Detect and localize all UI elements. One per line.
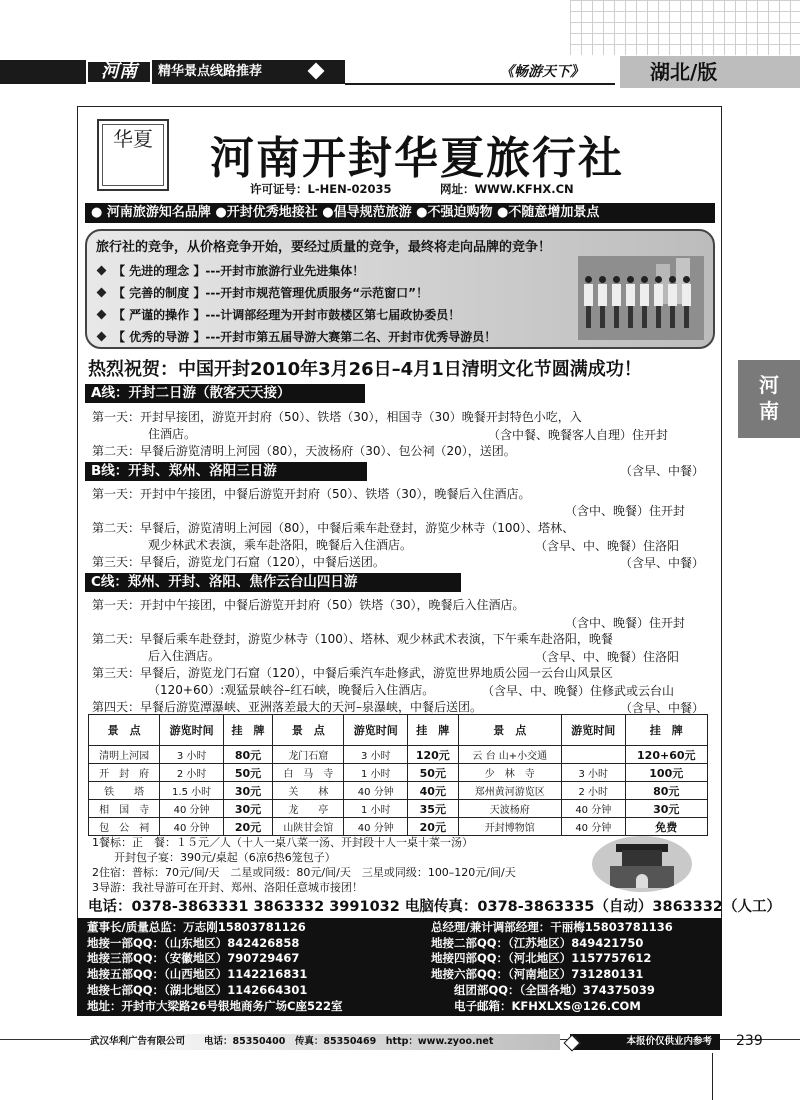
cell: 包 公 祠 [89, 818, 160, 836]
cell: 30元 [223, 782, 272, 800]
route-b-day3: 第三天：早餐后，游览龙门石窟（120），中餐后送团。 [92, 555, 385, 569]
route-c-day3: 第三天：早餐后，游览龙门石窟（120），中餐后乘汽车赴修武，游览世界地质公园一云台山风景区 [92, 666, 613, 680]
table-row [89, 800, 708, 818]
cell: 30元 [625, 800, 707, 818]
cell: 20元 [223, 818, 272, 836]
contact-line: 地接七部QQ：（湖北地区）1142664301 [87, 982, 308, 997]
drum-tower-image [592, 836, 692, 892]
cell: 白 马 寺 [273, 764, 344, 782]
col-header: 景 点 [89, 715, 160, 746]
contact-line: 董事长/质量总监：万志刚15803781126 [87, 920, 306, 934]
contact-line: 组团部QQ：（全国各地）374375039 [431, 982, 655, 997]
cell: 3 小时 [562, 764, 626, 782]
route-b-day1: 第一天：开封中午接团，中餐后游览开封府（50）、铁塔（30），晚餐后入住酒店。 [92, 487, 531, 501]
col-header: 游览时间 [160, 715, 224, 746]
header-grid-pattern [570, 0, 800, 55]
cell: 2 小时 [160, 764, 224, 782]
cell: 清明上河园 [89, 746, 160, 764]
route-c-day1: 第一天：开封中午接团，中餐后游览开封府（50）铁塔（30），晚餐后入住酒店。 [92, 598, 525, 612]
cell: 相 国 寺 [89, 800, 160, 818]
table-header-row [89, 715, 708, 746]
table-row [89, 764, 708, 782]
note-line: 2住宿：普标：70元/间/天 二星或同级：80元/间/天 三星或同级：100–120元/间/天 [92, 866, 516, 879]
seal-text: 华夏 [102, 124, 164, 186]
contact-line: 电子邮箱：KFHXLXS@126.COM [431, 998, 641, 1013]
cell: 50元 [408, 764, 459, 782]
cell [562, 746, 626, 764]
table-row [89, 782, 708, 800]
footer-notice: 本报价仅供业内参考 [570, 1034, 720, 1050]
route-a-title: A线：开封二日游（散客天天接） [85, 384, 365, 403]
col-header: 挂 牌 [625, 715, 707, 746]
cell: 免费 [625, 818, 707, 836]
route-c-day2-cont: 后入住酒店。 [148, 649, 221, 663]
route-a-day1-meals: （含中餐、晚餐客人自理）住开封 [488, 428, 669, 442]
route-b-day2-cont: 观少林武术表演，乘车赴洛阳，晚餐后入住酒店。 [148, 538, 413, 552]
cell: 40元 [408, 782, 459, 800]
cell: 50元 [223, 764, 272, 782]
route-b-day2: 第二天：早餐后，游览清明上河园（80），中餐后乘车赴登封，游览少林寺（100）、塔林、 [92, 521, 575, 535]
header-edition: 湖北/版 [620, 56, 800, 88]
bullet-diamond-icon [97, 310, 107, 320]
note-line: 开封包子宴：390元/桌起（6凉6热6笼包子） [92, 851, 336, 864]
company-name: 河南开封华夏旅行社 [210, 133, 624, 184]
cell: 40 分钟 [160, 818, 224, 836]
telephone-line: 电话：0378-3863331 3863332 3991032 电脑传真：0378-3863335（自动）3863332（人工） [88, 899, 782, 915]
cell: 铁 塔 [89, 782, 160, 800]
cell: 80元 [223, 746, 272, 764]
col-header: 游览时间 [562, 715, 626, 746]
license-number: 许可证号：L-HEN-02035 [250, 182, 392, 196]
tour-guides-photo [578, 256, 704, 340]
header-region-tag: 河南 [86, 60, 152, 84]
slogan-bar: ● 河南旅游知名品牌 ●开封优秀地接社 ●倡导规范旅游 ●不强迫购物 ●不随意增加景点 [85, 203, 715, 223]
cell: 开封博物馆 [458, 818, 561, 836]
contact-line: 地接四部QQ：（河北地区）1157757612 [431, 951, 652, 966]
route-a-day2-meals: （含早、中餐） [620, 464, 705, 478]
notes-block [92, 835, 516, 895]
route-c-day4-meals: （含早、中餐） [620, 701, 705, 715]
congratulations-banner: 热烈祝贺：中国开封2010年3月26日–4月1日清明文化节圆满成功！ [88, 359, 642, 380]
cell: 云 台 山+小交通 [458, 746, 561, 764]
cell: 1.5 小时 [160, 782, 224, 800]
contact-line: 总经理/兼计调部经理：干丽梅15803781136 [431, 920, 673, 934]
cell: 120+60元 [625, 746, 707, 764]
route-c-day1-meals: （含中、晚餐）住开封 [565, 616, 686, 630]
route-a-day1: 第一天：开封早接团，游览开封府（50）、铁塔（30），相国寺（30）晚餐开封特色小吃，入 [92, 410, 582, 424]
contact-line: 地接二部QQ：（江苏地区）849421750 [431, 935, 644, 950]
cell: 20元 [408, 818, 459, 836]
table-row [89, 818, 708, 836]
col-header: 景 点 [458, 715, 561, 746]
route-b-day3-meals: （含早、中餐） [620, 556, 705, 570]
website: 网址：WWW.KFHX.CN [440, 182, 574, 196]
cell: 关 林 [273, 782, 344, 800]
table-row [89, 746, 708, 764]
bullet-diamond-icon [97, 332, 107, 342]
attraction-price-table [88, 714, 708, 836]
route-b-title: B线：开封、郑州、洛阳三日游 [85, 462, 367, 481]
contact-line: 地接六部QQ：（河南地区）731280131 [431, 967, 644, 982]
route-c-day3-cont: （120+60）:观猛景峡谷–红石峡，晚餐后入住酒店。 [148, 683, 435, 697]
cell: 40 分钟 [562, 800, 626, 818]
cell: 40 分钟 [344, 782, 408, 800]
header-magazine: 《畅游天下》 [500, 64, 584, 80]
side-tab-label: 河南 [759, 373, 779, 423]
cell: 2 小时 [562, 782, 626, 800]
cell: 120元 [408, 746, 459, 764]
cell: 100元 [625, 764, 707, 782]
company-seal-logo [97, 119, 169, 191]
cell: 山陕甘会馆 [273, 818, 344, 836]
bullet-diamond-icon [97, 266, 107, 276]
contact-line: 地接一部QQ：（山东地区）842426858 [87, 935, 300, 950]
cell: 3 小时 [160, 746, 224, 764]
cell: 40 分钟 [562, 818, 626, 836]
cell: 35元 [408, 800, 459, 818]
footer-vertical-rule [712, 1053, 713, 1100]
route-b-day2-meals: （含早、中、晚餐）住洛阳 [535, 539, 680, 553]
footer-publisher: 武汉华利广告有限公司 电话：85350400 传真：85350469 http：www.zyoo.net [90, 1034, 560, 1050]
side-region-tab [738, 360, 800, 438]
cell: 开 封 府 [89, 764, 160, 782]
cell: 龙门石窟 [273, 746, 344, 764]
cell: 40 分钟 [160, 800, 224, 818]
contacts-left [87, 920, 342, 1014]
col-header: 挂 牌 [223, 715, 272, 746]
pillar-item: 【 先进的理念 】---开封市旅游行业先进集体！ [96, 262, 364, 279]
cell: 1 小时 [344, 800, 408, 818]
cell: 天波杨府 [458, 800, 561, 818]
cell: 郑州黄河游览区 [458, 782, 561, 800]
cell: 40 分钟 [344, 818, 408, 836]
cell: 龙 亭 [273, 800, 344, 818]
cell: 1 小时 [344, 764, 408, 782]
contact-line: 地址：开封市大梁路26号银地商务广场C座522室 [87, 998, 343, 1013]
note-line: 3导游：我社导游可在开封、郑州、洛阳任意城市接团！ [92, 881, 363, 894]
contacts-right [431, 920, 673, 1014]
route-a-day2: 第二天：早餐后游览清明上河园（80），天波杨府（30）、包公祠（20），送团。 [92, 444, 516, 458]
contact-line: 地接三部QQ：（安徽地区）790729467 [87, 951, 300, 966]
pillar-item: 【 严谨的操作 】---计调部经理为开封市鼓楼区第七届政协委员！ [96, 306, 460, 323]
col-header: 游览时间 [344, 715, 408, 746]
contacts-block [77, 918, 722, 1016]
cell: 30元 [223, 800, 272, 818]
cell: 80元 [625, 782, 707, 800]
col-header: 景 点 [273, 715, 344, 746]
route-b-day1-meals: （含中、晚餐）住开封 [565, 504, 686, 518]
route-a-day1-cont: 住酒店。 [148, 427, 197, 441]
competition-headline: 旅行社的竞争，从价格竞争开始，要经过质量的竞争，最终将走向品牌的竞争！ [96, 240, 552, 255]
page-number: 239 [736, 1033, 763, 1049]
route-c-day2: 第二天：早餐后乘车赴登封，游览少林寺（100）、塔林、观少林武术表演，下午乘车赴洛阳，晚餐 [92, 632, 613, 646]
cell: 少 林 寺 [458, 764, 561, 782]
cell: 3 小时 [344, 746, 408, 764]
pillar-item: 【 完善的制度 】---开封市规范管理优质服务“示范窗口”！ [96, 284, 428, 301]
route-c-day4: 第四天：早餐后游览潭瀑峡、亚洲落差最大的天河–泉瀑峡，中餐后送团。 [92, 700, 483, 714]
route-c-day3-meals: （含早、中、晚餐）住修武或云台山 [482, 684, 675, 698]
pillar-item: 【 优秀的导游 】---开封市第五届导游大赛第二名、开封市优秀导游员！ [96, 328, 496, 345]
col-header: 挂 牌 [408, 715, 459, 746]
contact-line: 地接五部QQ：（山西地区）1142216831 [87, 967, 308, 982]
route-c-title: C线：郑州、开封、洛阳、焦作云台山四日游 [85, 573, 461, 592]
bullet-diamond-icon [97, 288, 107, 298]
header-subtitle: 精华景点线路推荐 [158, 64, 263, 79]
route-c-day2-meals: （含早、中、晚餐）住洛阳 [535, 650, 680, 664]
note-line: 1餐标：正 餐：１５元／人（十人一桌八菜一汤、开封段十人一桌十菜一汤） [92, 836, 473, 849]
